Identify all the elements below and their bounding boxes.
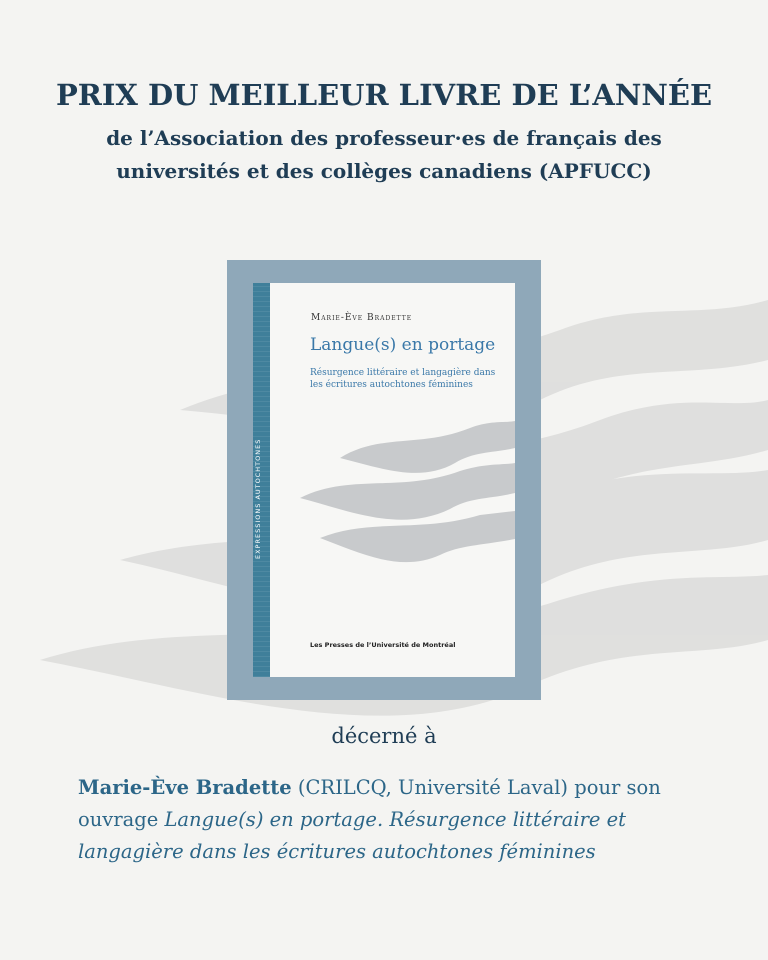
cover-title: Langue(s) en portage: [310, 335, 496, 355]
book-cover: [253, 283, 515, 677]
work-title: Langue(s) en portage. Résurgence littéraire et langagière dans les écritures autochtones féminines: [78, 808, 627, 863]
awarded-to-label: décerné à: [331, 724, 437, 748]
cover-publisher: Les Presses de l’Université de Montréal: [310, 641, 456, 649]
award-citation: [78, 772, 698, 868]
series-name: EXPRESSIONS AUTOCHTONES: [254, 438, 262, 560]
cover-subtitle: Résurgence littéraire et langagière dans les écritures autochtones féminines: [310, 368, 496, 390]
association-name: de l’Association des professeur·es de français des universités et des collèges canadiens (APFUCC): [106, 126, 662, 183]
book-spine: [253, 283, 270, 677]
cover-author: Marie-Ève Bradette: [311, 313, 413, 323]
recipient-name: Marie-Ève Bradette: [78, 776, 292, 799]
award-title: PRIX DU MEILLEUR LIVRE DE L’ANNÉE: [55, 78, 713, 112]
recipient-affiliation: (CRILCQ, Université Laval) pour son ouvrage: [78, 776, 661, 831]
